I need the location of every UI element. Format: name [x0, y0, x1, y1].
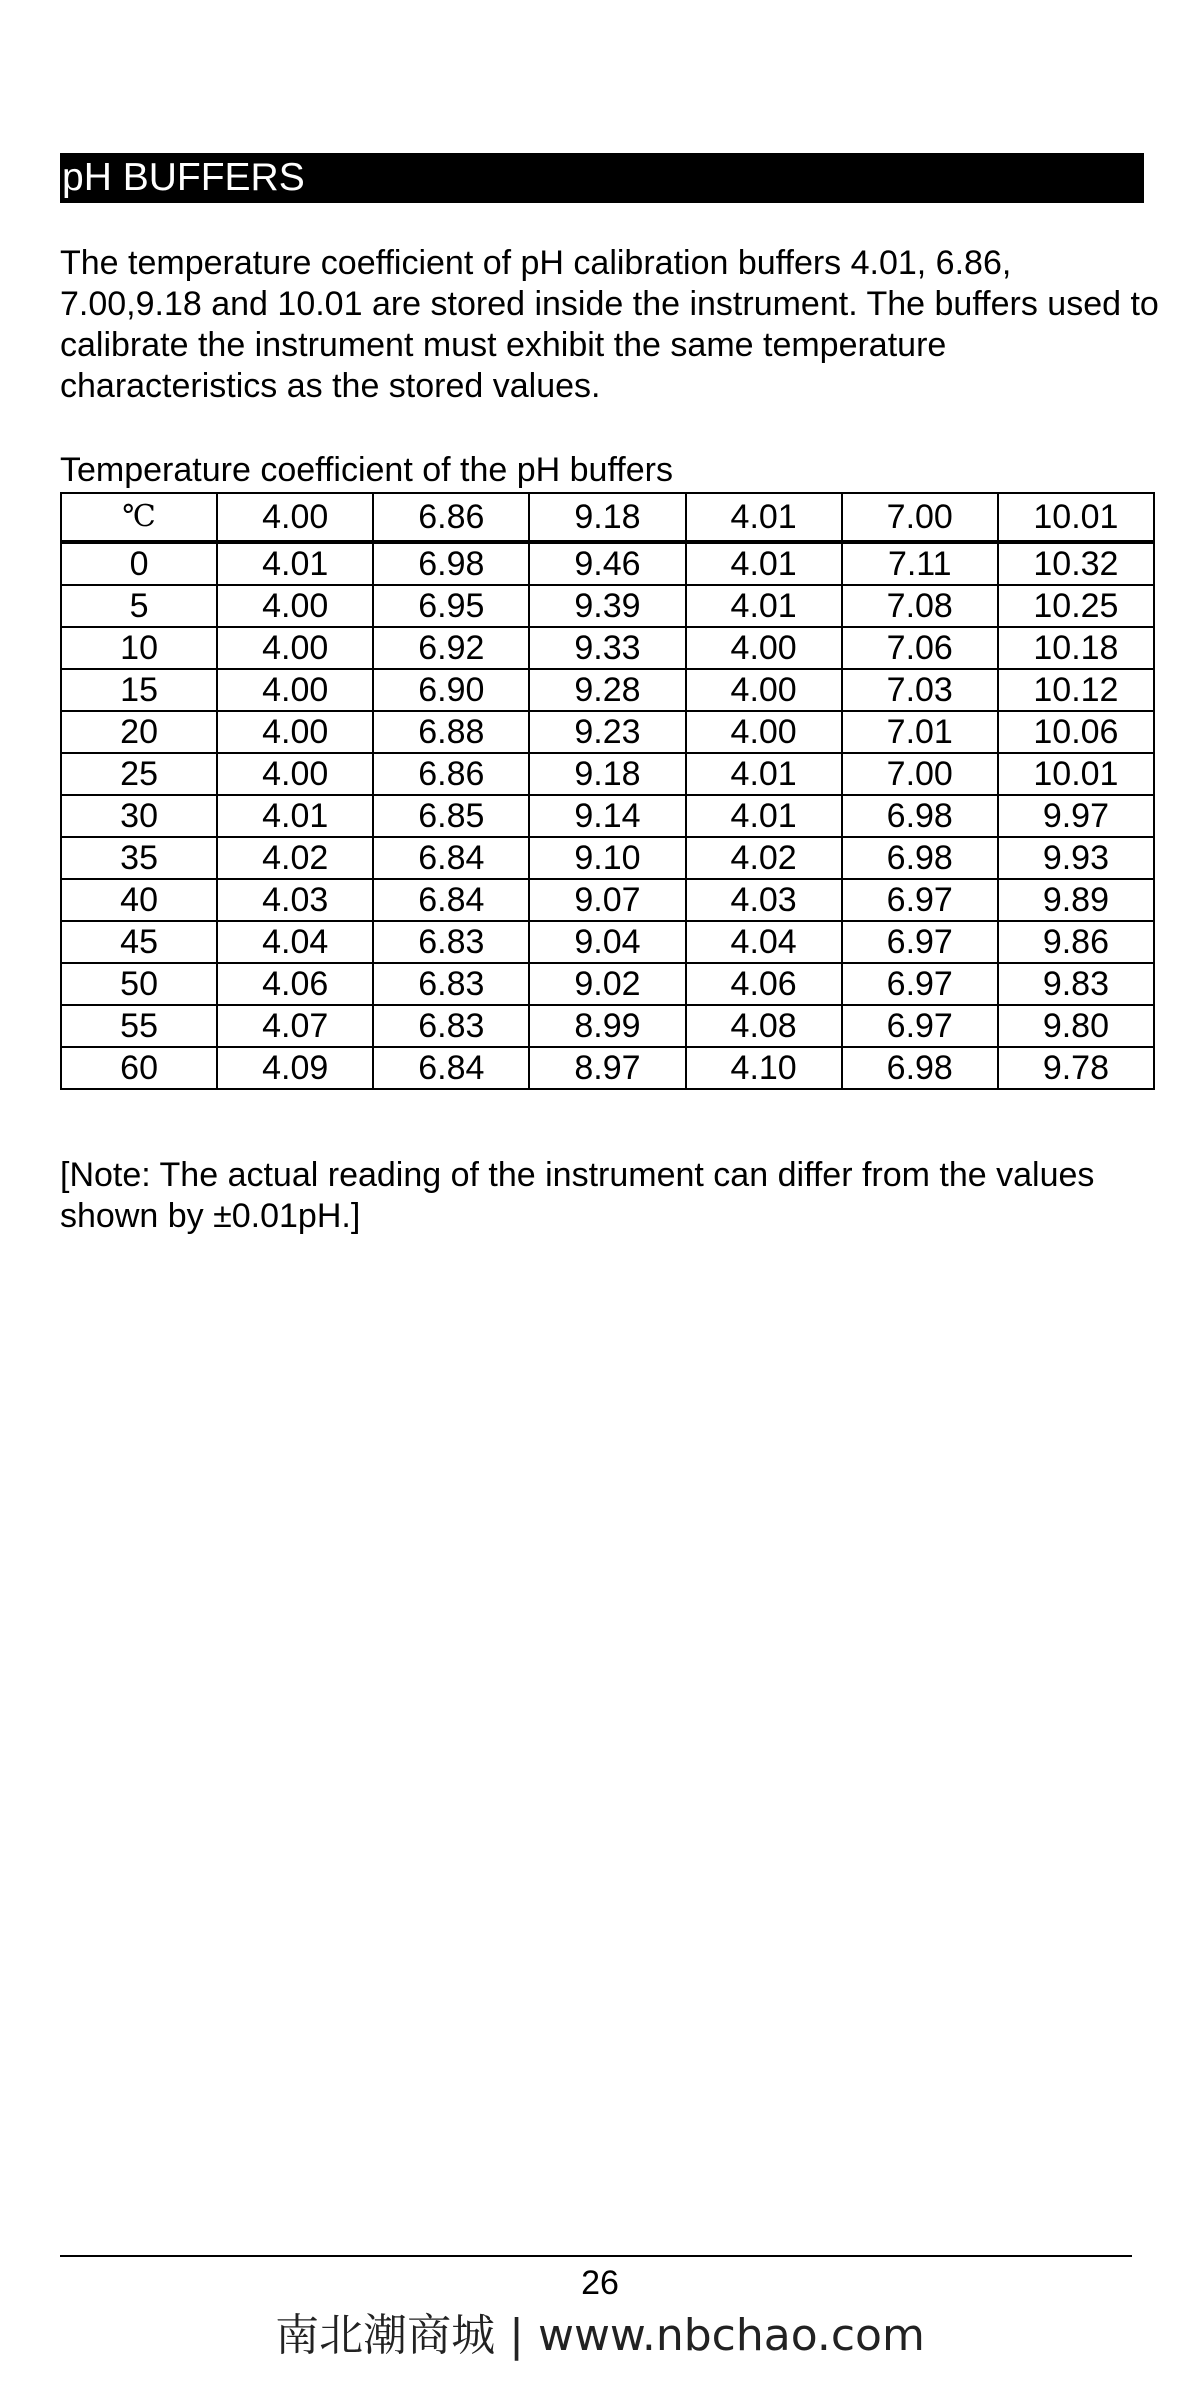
buffer-value-cell: 10.01	[998, 753, 1154, 795]
buffer-value-cell: 4.04	[686, 921, 842, 963]
table-row	[61, 669, 1154, 711]
buffer-value-cell: 4.03	[217, 879, 373, 921]
buffer-value-cell: 9.18	[529, 753, 685, 795]
temperature-cell: 25	[61, 753, 217, 795]
buffer-value-cell: 9.07	[529, 879, 685, 921]
buffer-value-cell: 10.12	[998, 669, 1154, 711]
buffer-value-cell: 7.01	[842, 711, 998, 753]
buffer-value-cell: 4.08	[686, 1005, 842, 1047]
buffer-value-cell: 4.01	[686, 585, 842, 627]
buffer-value-cell: 6.98	[842, 795, 998, 837]
table-body	[61, 542, 1154, 1089]
buffer-value-cell: 9.33	[529, 627, 685, 669]
buffer-value-cell: 10.32	[998, 542, 1154, 585]
buffer-value-cell: 10.18	[998, 627, 1154, 669]
buffer-value-cell: 9.80	[998, 1005, 1154, 1047]
buffer-value-cell: 4.07	[217, 1005, 373, 1047]
header-cell: 4.01	[686, 493, 842, 542]
buffer-value-cell: 4.00	[686, 711, 842, 753]
table-row	[61, 753, 1154, 795]
temperature-cell: 20	[61, 711, 217, 753]
table-row	[61, 542, 1154, 585]
buffer-value-cell: 10.06	[998, 711, 1154, 753]
buffer-value-cell: 4.00	[217, 627, 373, 669]
header-row	[61, 493, 1154, 542]
temperature-cell: 55	[61, 1005, 217, 1047]
table-row	[61, 879, 1154, 921]
buffer-value-cell: 6.83	[373, 1005, 529, 1047]
table-row	[61, 837, 1154, 879]
temperature-cell: 40	[61, 879, 217, 921]
buffer-value-cell: 4.00	[686, 627, 842, 669]
section-heading: pH BUFFERS	[60, 153, 1144, 203]
buffer-value-cell: 9.86	[998, 921, 1154, 963]
buffer-value-cell: 4.03	[686, 879, 842, 921]
table-row	[61, 1047, 1154, 1089]
buffer-value-cell: 9.39	[529, 585, 685, 627]
temperature-cell: 15	[61, 669, 217, 711]
buffer-value-cell: 9.78	[998, 1047, 1154, 1089]
buffer-value-cell: 4.00	[217, 669, 373, 711]
table-row	[61, 711, 1154, 753]
buffer-value-cell: 6.95	[373, 585, 529, 627]
buffer-value-cell: 6.98	[842, 837, 998, 879]
buffer-value-cell: 6.97	[842, 921, 998, 963]
buffer-value-cell: 6.97	[842, 879, 998, 921]
buffer-value-cell: 6.88	[373, 711, 529, 753]
buffer-value-cell: 9.93	[998, 837, 1154, 879]
buffer-value-cell: 4.01	[217, 542, 373, 585]
buffer-value-cell: 4.01	[686, 542, 842, 585]
buffer-value-cell: 4.00	[217, 711, 373, 753]
table-row	[61, 585, 1154, 627]
buffer-value-cell: 6.83	[373, 963, 529, 1005]
temperature-cell: 35	[61, 837, 217, 879]
buffer-value-cell: 4.10	[686, 1047, 842, 1089]
temperature-cell: 5	[61, 585, 217, 627]
buffer-value-cell: 6.84	[373, 879, 529, 921]
buffer-value-cell: 9.28	[529, 669, 685, 711]
buffer-value-cell: 4.06	[217, 963, 373, 1005]
header-cell: 6.86	[373, 493, 529, 542]
temperature-cell: 50	[61, 963, 217, 1005]
buffer-value-cell: 6.97	[842, 963, 998, 1005]
table-caption: Temperature coefficient of the pH buffers	[60, 451, 673, 489]
buffer-value-cell: 7.06	[842, 627, 998, 669]
buffer-value-cell: 9.97	[998, 795, 1154, 837]
table-row	[61, 1005, 1154, 1047]
buffer-value-cell: 9.83	[998, 963, 1154, 1005]
temperature-cell: 10	[61, 627, 217, 669]
buffer-value-cell: 4.09	[217, 1047, 373, 1089]
table-row	[61, 795, 1154, 837]
buffer-value-cell: 6.92	[373, 627, 529, 669]
temperature-cell: 0	[61, 542, 217, 585]
header-cell: 9.18	[529, 493, 685, 542]
buffer-value-cell: 4.01	[217, 795, 373, 837]
buffer-value-cell: 4.01	[686, 753, 842, 795]
buffer-value-cell: 7.03	[842, 669, 998, 711]
buffer-value-cell: 4.06	[686, 963, 842, 1005]
buffer-value-cell: 4.04	[217, 921, 373, 963]
buffer-value-cell: 4.00	[686, 669, 842, 711]
header-cell: 10.01	[998, 493, 1154, 542]
buffer-value-cell: 9.02	[529, 963, 685, 1005]
buffer-value-cell: 7.08	[842, 585, 998, 627]
note-text: [Note: The actual reading of the instrument can differ from the values shown by ±0.01pH.]	[60, 1156, 1095, 1235]
buffer-value-cell: 6.90	[373, 669, 529, 711]
buffer-value-cell: 6.86	[373, 753, 529, 795]
intro-paragraph: The temperature coefficient of pH calibration buffers 4.01, 6.86, 7.00,9.18 and 10.01 are stored inside the instrument. The buffers used to calibrate the instrument must exhibit the same temperature characteristics as the stored values.	[60, 244, 1159, 405]
footer-divider	[60, 2255, 1132, 2257]
header-cell: 4.00	[217, 493, 373, 542]
buffer-value-cell: 6.84	[373, 1047, 529, 1089]
buffer-value-cell: 4.00	[217, 585, 373, 627]
buffer-value-cell: 6.84	[373, 837, 529, 879]
temperature-cell: 60	[61, 1047, 217, 1089]
table-header	[61, 493, 1154, 542]
buffer-value-cell: 9.04	[529, 921, 685, 963]
buffer-value-cell: 9.46	[529, 542, 685, 585]
buffer-value-cell: 9.23	[529, 711, 685, 753]
temperature-cell: 45	[61, 921, 217, 963]
buffer-value-cell: 6.85	[373, 795, 529, 837]
buffer-value-cell: 8.97	[529, 1047, 685, 1089]
table-row	[61, 963, 1154, 1005]
buffer-value-cell: 6.97	[842, 1005, 998, 1047]
buffer-value-cell: 4.02	[686, 837, 842, 879]
buffer-value-cell: 6.83	[373, 921, 529, 963]
buffer-value-cell: 4.02	[217, 837, 373, 879]
buffer-table	[60, 492, 1155, 1090]
temperature-cell: 30	[61, 795, 217, 837]
buffer-value-cell: 6.98	[373, 542, 529, 585]
header-cell: 7.00	[842, 493, 998, 542]
buffer-value-cell: 4.00	[217, 753, 373, 795]
buffer-value-cell: 9.14	[529, 795, 685, 837]
buffer-value-cell: 6.98	[842, 1047, 998, 1089]
buffer-value-cell: 7.11	[842, 542, 998, 585]
table-row	[61, 921, 1154, 963]
buffer-value-cell: 9.89	[998, 879, 1154, 921]
buffer-value-cell: 4.01	[686, 795, 842, 837]
buffer-value-cell: 10.25	[998, 585, 1154, 627]
buffer-value-cell: 7.00	[842, 753, 998, 795]
page-number: 26	[581, 2264, 619, 2302]
buffer-value-cell: 9.10	[529, 837, 685, 879]
header-cell-unit: ℃	[61, 493, 217, 542]
watermark-text: 南北潮商城 | www.nbchao.com	[275, 2310, 925, 2361]
table-row	[61, 627, 1154, 669]
buffer-value-cell: 8.99	[529, 1005, 685, 1047]
